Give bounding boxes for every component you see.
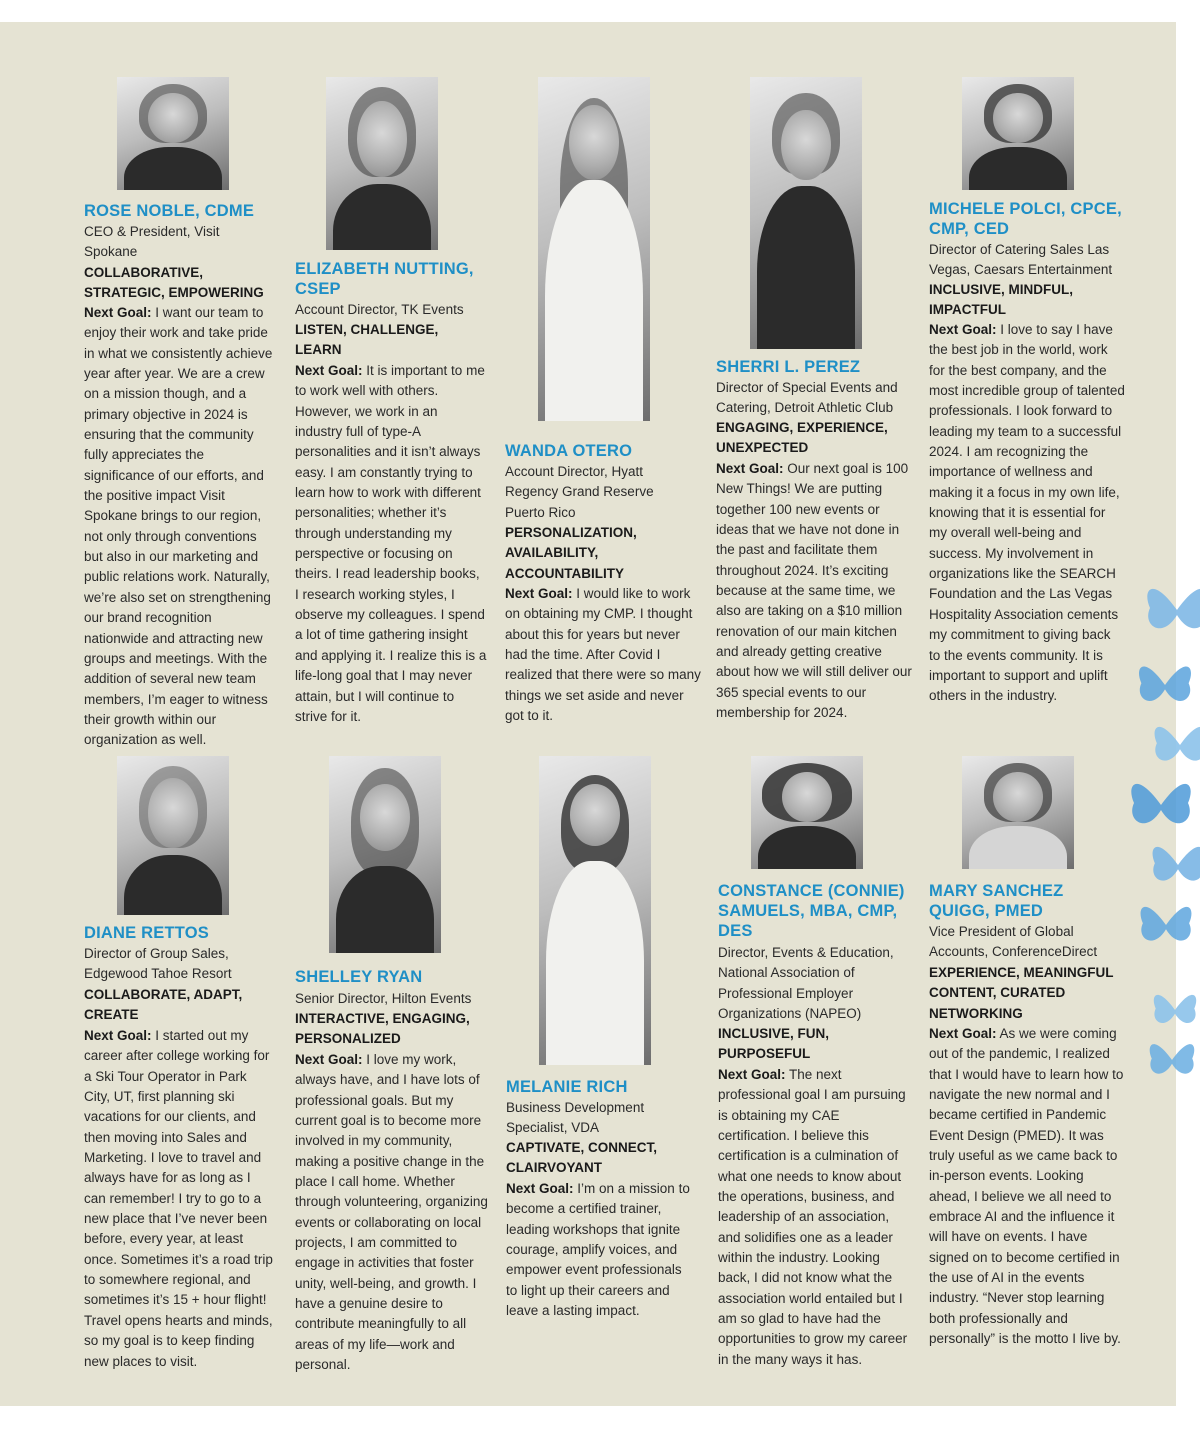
profile-qualities: INCLUSIVE, FUN, PURPOSEFUL	[718, 1026, 830, 1062]
profile-goal	[505, 584, 701, 726]
portrait-photo	[539, 756, 651, 1065]
goal-text: The next professional goal I am pursuing is obtaining my CAE certification. I believe this certification is a culmination of what one needs to know about the operations, business, and leadership of an association, and solidifies one as a leader within the industry. Looking back, I did not know what the association world entailed but I am so glad to have had the opportunities to grow my career in the many ways it has.	[718, 1067, 908, 1367]
profile-qualities: ENGAGING, EXPERIENCE, UNEXPECTED	[716, 420, 888, 456]
portrait-photo	[326, 77, 438, 250]
profile-qualities: CAPTIVATE, CONNECT, CLAIRVOYANT	[506, 1140, 658, 1176]
profile-title: Business Development Specialist, VDA	[506, 1100, 645, 1136]
butterfly-icon	[1144, 1030, 1200, 1090]
goal-label: Next Goal:	[929, 322, 997, 337]
goal-text: I would like to work on obtaining my CMP. I thought about this for years but never had the time. After Covid I realized that there were so many things we set aside and never got to it.	[505, 586, 701, 724]
profile-title: Director, Events & Education, National Association of Professional Employer Organizations (NAPEO)	[718, 945, 894, 1021]
butterfly-icon	[1136, 890, 1196, 960]
profile-qualities: COLLABORATIVE, STRATEGIC, EMPOWERING	[84, 265, 264, 301]
profile-name: ELIZABETH NUTTING, CSEP	[295, 260, 474, 298]
goal-label: Next Goal:	[295, 363, 363, 378]
profile-goal	[929, 320, 1125, 707]
profile-goal	[506, 1179, 696, 1321]
goal-text: I started out my career after college working for a Ski Tour Operator in Park City, UT, first planning ski vacations for our clients, and then moving into Sales and Marketing. I love to travel and always have for as long as I can remember! I try to go to a new place that I’ve never been before, every year, at least once. Sometimes it’s a road trip to somewhere regional, and sometimes it’s 15 + hour flight! Travel opens hearts and minds, so my goal is to keep finding new places to visit.	[84, 1028, 273, 1369]
profile-title: Vice President of Global Accounts, ConferenceDirect	[929, 924, 1098, 960]
portrait-photo	[751, 756, 863, 869]
portrait-photo	[538, 77, 650, 421]
goal-text: It is important to me to work well with others. However, we work in an industry full of type-A personalities and it isn’t always easy. I am constantly trying to learn how to work with different personalities; whether it’s through understanding my perspective or focusing on theirs. I read leadership books, I research working styles, I observe my colleagues. I spend a lot of time gathering insight and applying it. I realize this is a life-long goal that I may never attain, but I will continue to strive for it.	[295, 363, 487, 724]
portrait-photo	[750, 77, 862, 349]
goal-text: I’m on a mission to become a certified trainer, leading workshops that ignite courage, amplify voices, and empower event professionals to light up their careers and leave a lasting impact.	[506, 1181, 690, 1319]
goal-text: I love to say I have the best job in the world, work for the best company, and the most incredible group of talented professionals. I look forward to leading my team to a successful 2024. I am recognizing the importance of wellness and making it a focus in my own life, knowing that it is essential for my overall well-being and success. My involvement in organizations like the SEARCH Foundation and the Las Vegas Hospitality Association cements my commitment to giving back to the events community. It is important to support and uplift others in the industry.	[929, 322, 1125, 704]
goal-label: Next Goal:	[505, 586, 573, 601]
portrait-photo	[962, 756, 1074, 869]
profile-goal	[716, 459, 912, 723]
goal-text: I love my work, always have, and I have lots of professional goals. But my current goal is to become more involved in my community, making a positive change in the place I call home. Whether through volunteering, organizing events or collaborating on local projects, I am committed to engage in activities that foster unity, well-being, and growth. I have a genuine desire to contribute meaningfully to all areas of my life—work and personal.	[295, 1052, 488, 1373]
profile-qualities: COLLABORATE, ADAPT, CREATE	[84, 987, 243, 1023]
profile-title: Director of Group Sales, Edgewood Tahoe Resort	[84, 946, 232, 982]
profile-title: CEO & President, Visit Spokane	[84, 224, 220, 260]
profile-name: WANDA OTERO	[505, 442, 633, 460]
profile-goal	[295, 1050, 491, 1376]
profile-goal	[84, 1026, 276, 1372]
profile-name: DIANE RETTOS	[84, 924, 209, 942]
portrait-photo	[962, 77, 1074, 190]
profile-goal	[295, 361, 487, 727]
profile-qualities: EXPERIENCE, MEANINGFUL CONTENT, CURATED NETWORKING	[929, 965, 1114, 1021]
butterfly-decoration	[1130, 560, 1200, 1100]
profile-name: SHELLEY RYAN	[295, 968, 423, 986]
profile-name: MELANIE RICH	[506, 1078, 628, 1096]
goal-text: As we were coming out of the pandemic, I realized that I would have to learn how to navigate the new normal and I became certified in Pandemic Event Design (PMED). It was truly useful as we came back to in-person events. Looking ahead, I believe we all need to embrace AI and the influence it will have on events. I have signed on to become certified in the use of AI in the events industry. “Never stop learning both professionally and personally” is the motto I live by.	[929, 1026, 1124, 1347]
profile-qualities: LISTEN, CHALLENGE, LEARN	[295, 322, 439, 358]
goal-label: Next Goal:	[84, 1028, 152, 1043]
profile-qualities: PERSONALIZATION, AVAILABILITY, ACCOUNTABILITY	[505, 525, 637, 581]
goal-text: Our next goal is 100 New Things! We are putting together 100 new events or ideas that we have not done in the past and facilitate them throughout 2024. It’s exciting because at the same time, we also are taking on a $10 million renovation of our main kitchen and already getting creative about how we will still deliver our 365 special events to our membership for 2024.	[716, 461, 912, 721]
goal-label: Next Goal:	[295, 1052, 363, 1067]
profile-name: CONSTANCE (CONNIE) SAMUELS, MBA, CMP, DES	[718, 882, 905, 940]
profile-qualities: INTERACTIVE, ENGAGING, PERSONALIZED	[295, 1011, 470, 1047]
goal-text: I want our team to enjoy their work and take pride in what we consistently achieve year after year. We are a crew on a mission though, and a primary objective in 2024 is ensuring that the community fully appreciates the significance of our efforts, and the positive impact Visit Spokane brings to our region, not only through conventions but also in our marketing and public relations work. Naturally, we’re also set on strengthening our brand recognition nationwide and attracting new groups and meetings. With the addition of several new team members, I’m eager to witness their growth within our organization as well.	[84, 305, 273, 748]
profile-name: ROSE NOBLE, CDME	[84, 202, 255, 220]
goal-label: Next Goal:	[929, 1026, 997, 1041]
portrait-photo	[117, 77, 229, 190]
portrait-photo	[117, 756, 229, 915]
profile-title: Senior Director, Hilton Events	[295, 991, 472, 1006]
profile-title: Account Director, Hyatt Regency Grand Reserve Puerto Rico	[505, 464, 654, 520]
portrait-photo	[329, 756, 441, 953]
goal-label: Next Goal:	[716, 461, 784, 476]
profile-goal	[718, 1065, 914, 1370]
profile-goal	[929, 1024, 1125, 1350]
profile-name: MICHELE POLCI, CPCE, CMP, CED	[929, 200, 1122, 238]
profile-name: MARY SANCHEZ QUIGG, PMED	[929, 882, 1064, 920]
goal-label: Next Goal:	[506, 1181, 574, 1196]
profile-name: SHERRI L. PEREZ	[716, 358, 861, 376]
profile-title: Director of Catering Sales Las Vegas, Caesars Entertainment	[929, 242, 1113, 278]
butterfly-icon	[1142, 570, 1200, 650]
profile-qualities: INCLUSIVE, MINDFUL, IMPACTFUL	[929, 282, 1073, 318]
profile-title: Account Director, TK Events	[295, 302, 464, 317]
profile-goal	[84, 303, 277, 751]
goal-label: Next Goal:	[718, 1067, 786, 1082]
goal-label: Next Goal:	[84, 305, 152, 320]
profile-title: Director of Special Events and Catering, Detroit Athletic Club	[716, 380, 898, 416]
